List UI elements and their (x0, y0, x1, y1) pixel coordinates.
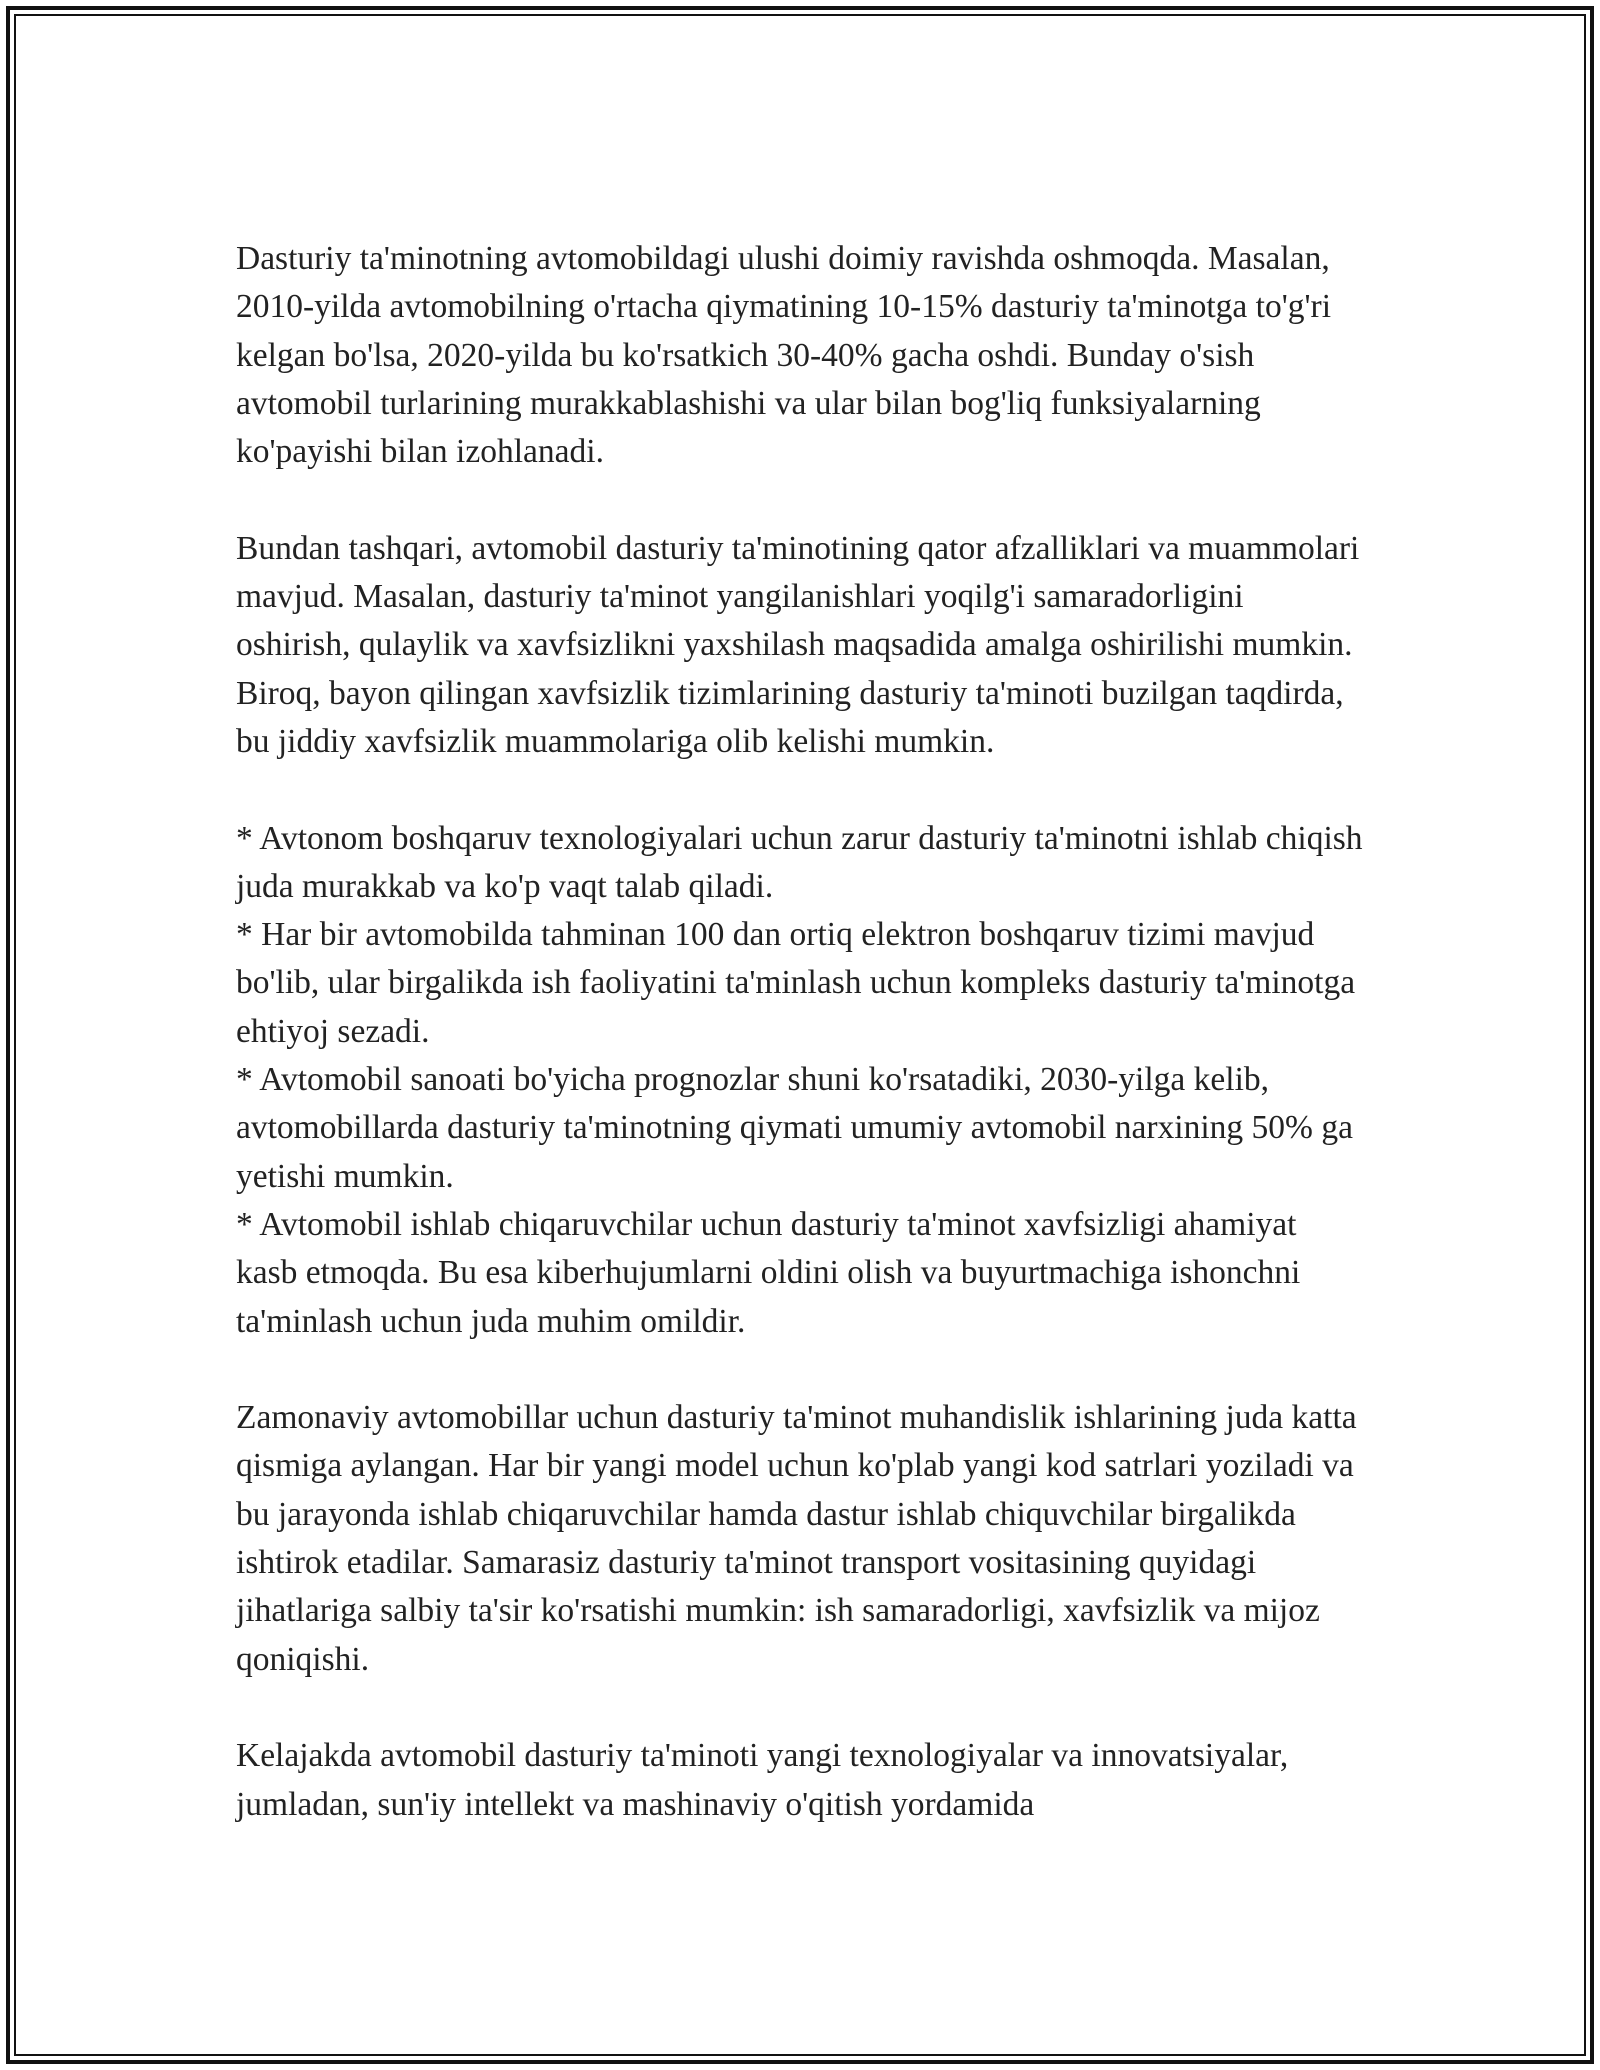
paragraph-future: Kelajakda avtomobil dasturiy ta'minoti yangi texnologiyalar va innovatsiyalar, jumladan, sun'iy intellekt va mashinaviy o'qitish yordamida (236, 1737, 1289, 1823)
document-body (236, 235, 1366, 1877)
bullet-item-forecast: * Avtomobil sanoati bo'yicha prognozlar shuni ko'rsatadiki, 2030-yilga kelib, avtomobillarda dasturiy ta'minotning qiymati umumiy avtomobil narxining 50% ga yetishi mumkin. (236, 1061, 1353, 1195)
bullet-item-security: * Avtomobil ishlab chiqaruvchilar uchun dasturiy ta'minot xavfsizligi ahamiyat kasb etmoqda. Bu esa kiberhujumlarni oldini olish va buyurtmachiga ishonchni ta'minlash uchun juda muhim omildir. (236, 1205, 1301, 1340)
bullet-item-autonomous: * Avtonom boshqaruv texnologiyalari uchun zarur dasturiy ta'minotni ishlab chiqish juda murakkab va ko'p vaqt talab qiladi. (236, 819, 1363, 905)
paragraph-advantages-problems: Bundan tashqari, avtomobil dasturiy ta'minotining qator afzalliklari va muammolari mavjud. Masalan, dasturiy ta'minot yangilanishlari yoqilg'i samaradorligini oshirish, qulaylik va xavfsizlikni yaxshilash maqsadida amalga oshirilishi mumkin. Biroq, bayon qilingan xavfsizlik tizimlarining dasturiy ta'minoti buzilgan taqdirda, bu jiddiy xavfsizlik muammolariga olib kelishi mumkin. (236, 529, 1360, 760)
paragraph-software-share: Dasturiy ta'minotning avtomobildagi ulushi doimiy ravishda oshmoqda. Masalan, 2010-yilda avtomobilning o'rtacha qiymatining 10-15% dasturiy ta'minotga to'g'ri kelgan bo'lsa, 2020-yilda bu ko'rsatkich 30-40% gacha oshdi. Bunday o'sish avtomobil turlarining murakkablashishi va ular bilan bog'liq funksiyalarning ko'payishi bilan izohlanadi. (236, 240, 1332, 471)
paragraph-engineering: Zamonaviy avtomobillar uchun dasturiy ta'minot muhandislik ishlarining juda katta qismiga aylangan. Har bir yangi model uchun ko'plab yangi kod satrlari yoziladi va bu jarayonda ishlab chiqaruvchilar hamda dastur ishlab chiquvchilar birgalikda ishtirok etadilar. Samarasiz dasturiy ta'minot transport vositasining quyidagi jihatlariga salbiy ta'sir ko'rsatishi mumkin: ish samaradorligi, xavfsizlik va mijoz qoniqishi. (236, 1399, 1357, 1678)
bullet-list (236, 815, 1366, 1346)
bullet-item-control-units: * Har bir avtomobilda tahminan 100 dan ortiq elektron boshqaruv tizimi mavjud bo'lib, ular birgalikda ish faoliyatini ta'minlash uchun kompleks dasturiy ta'minotga ehtiyoj sezadi. (236, 916, 1356, 1050)
